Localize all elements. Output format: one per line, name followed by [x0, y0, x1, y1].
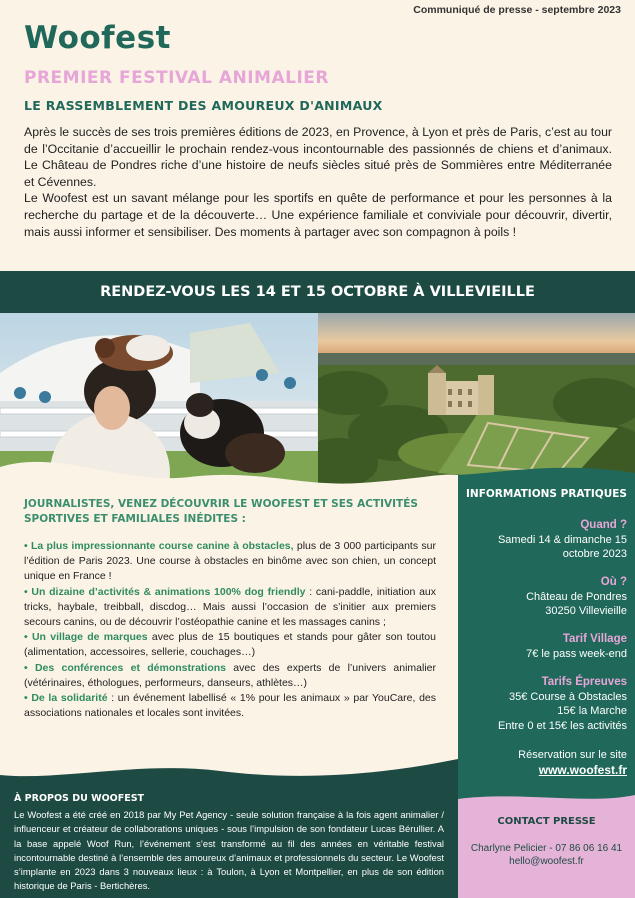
- village-label: Tarif Village: [562, 633, 627, 645]
- when-line-2: octobre 2023: [562, 548, 627, 560]
- list-item: [24, 691, 436, 721]
- contact-email[interactable]: hello@woofest.fr: [509, 856, 584, 867]
- contact-wave: [458, 789, 635, 809]
- list-item: [24, 585, 436, 631]
- info-sidebar: [458, 480, 635, 795]
- village-price: 7€ le pass week-end: [526, 647, 627, 660]
- bullet-text: avec des experts de l’univers animalier (vétérinaires, éthologues, performeurs, danseurs, athlètes…): [24, 661, 436, 689]
- date-banner-text: RENDEZ-VOUS LES 14 ET 15 OCTOBRE À VILLEVIEILLE: [100, 284, 535, 300]
- info-reservation: [518, 748, 627, 778]
- about-title: À PROPOS DU WOOFEST: [14, 793, 145, 804]
- list-item: [24, 539, 436, 585]
- bullet-text: avec plus de 15 boutiques et stands pour gâter son toutou (alimentation, accessoires, sellerie, couchages…): [24, 631, 436, 659]
- where-label: Où ?: [600, 576, 627, 588]
- intro-paragraph-1: Après le succès de ses trois premières éditions de 2023, en Provence, à Lyon et près de Paris, c’est au tour de l’Occitanie d’accueillir le prochain rendez-vous incontournable des passionnés de chiens et d’animaux. Le Château de Pondres riche d’une histoire de neufs siècles situé près de Sommières entre Méditerranée et Cévennes.: [24, 125, 612, 189]
- reservation-text: Réservation sur le site: [518, 749, 627, 761]
- info-village: [526, 632, 627, 661]
- info-epreuves: [498, 675, 627, 733]
- info-title: INFORMATIONS PRATIQUES: [466, 488, 627, 500]
- bullet-heading: • La plus impressionnante course canine à obstacles,: [24, 540, 294, 552]
- epreuves-line-2: 15€ la Marche: [557, 705, 627, 717]
- list-item: [24, 630, 436, 660]
- about-section: [0, 752, 458, 898]
- website-link[interactable]: www.woofest.fr: [538, 762, 627, 777]
- bullet-text: plus de 3 000 participants sur l’édition de Paris 2023. Une course à obstacles en binôme avec son chien, un concept unique en France !: [24, 540, 436, 583]
- contact-title: CONTACT PRESSE: [497, 816, 596, 827]
- intro-paragraph-2: Le Woofest est un savant mélange pour les sportifs en quête de performance et pour les personnes à la recherche du partage et de la découverte… Une expérience familiale et conviviale pour découvrir, divertir, mais aussi informer et sensibiliser. Des moments à partager avec son compagnon à poils !: [24, 191, 612, 239]
- bullet-heading: • Un village de marques: [24, 631, 148, 644]
- epreuves-line-3: Entre 0 et 15€ les activités: [497, 719, 627, 732]
- intro-text: [24, 124, 612, 240]
- when-line-1: Samedi 14 & dimanche 15: [497, 533, 627, 546]
- info-where: [526, 575, 627, 619]
- epreuves-label: Tarifs Épreuves: [541, 676, 627, 688]
- about-wave: [0, 751, 458, 781]
- contact-box: [458, 790, 635, 898]
- bullet-text: : un événement labellisé « 1% pour les animaux » par YouCare, des associations nationales et locales sont invitées.: [24, 692, 436, 720]
- press-release-label: Communiqué de presse - septembre 2023: [413, 4, 621, 16]
- woofest-logo: Woofest: [24, 20, 171, 56]
- where-line-1: Château de Pondres: [526, 590, 627, 603]
- bullet-heading: • Un dizaine d’activités & animations 100% dog friendly: [24, 585, 306, 598]
- page-subtitle: LE RASSEMBLEMENT DES AMOUREUX D'ANIMAUX: [24, 98, 383, 113]
- page-title: PREMIER FESTIVAL ANIMALIER: [24, 68, 329, 88]
- journalists-section: [24, 497, 436, 721]
- epreuves-line-1: 35€ Course à Obstacles: [508, 690, 627, 703]
- where-line-2: 30250 Villevieille: [545, 605, 627, 617]
- date-banner: [0, 271, 635, 313]
- contact-line-1: Charlyne Pelicier - 07 86 06 16 41: [470, 843, 623, 854]
- bullet-text: : cani-paddle, initiation aux tricks, haybale, treibball, discdog… Mais aussi l’occasion de s’initier aux premiers secours canins, ou de découvrir l’ostéopathie canine et les massages canins ;: [24, 585, 436, 629]
- when-label: Quand ?: [580, 519, 627, 531]
- bullet-heading: • Des conférences et démonstrations: [24, 661, 226, 674]
- contact-details: [458, 842, 635, 868]
- about-text: Le Woofest a été créé en 2018 par My Pet Agency - seule solution française à la fois agent animalier / influenceur et créateur de collaborations uniques - sous l’impulsion de son fondateur Lucas Bérullier. A la base appelé Woof Run, l’événement s’est transformé au fil des années en véritable festival incontournable destiné à l’ensemble des amoureux d’animaux et professionnels du secteur. Le Woofest s’implante en 2023 dans 3 nouveaux lieux : à Toulon, à Lyon et Montpellier, en plus de son édition historique de Paris - Bertichères.: [14, 809, 444, 892]
- journalists-title: JOURNALISTES, VENEZ DÉCOUVRIR LE WOOFEST ET SES ACTIVITÉS SPORTIVES ET FAMILIALES INÉDITES :: [24, 498, 418, 525]
- info-when: [498, 518, 627, 562]
- bullet-heading: • De la solidarité: [24, 692, 108, 705]
- list-item: [24, 661, 436, 691]
